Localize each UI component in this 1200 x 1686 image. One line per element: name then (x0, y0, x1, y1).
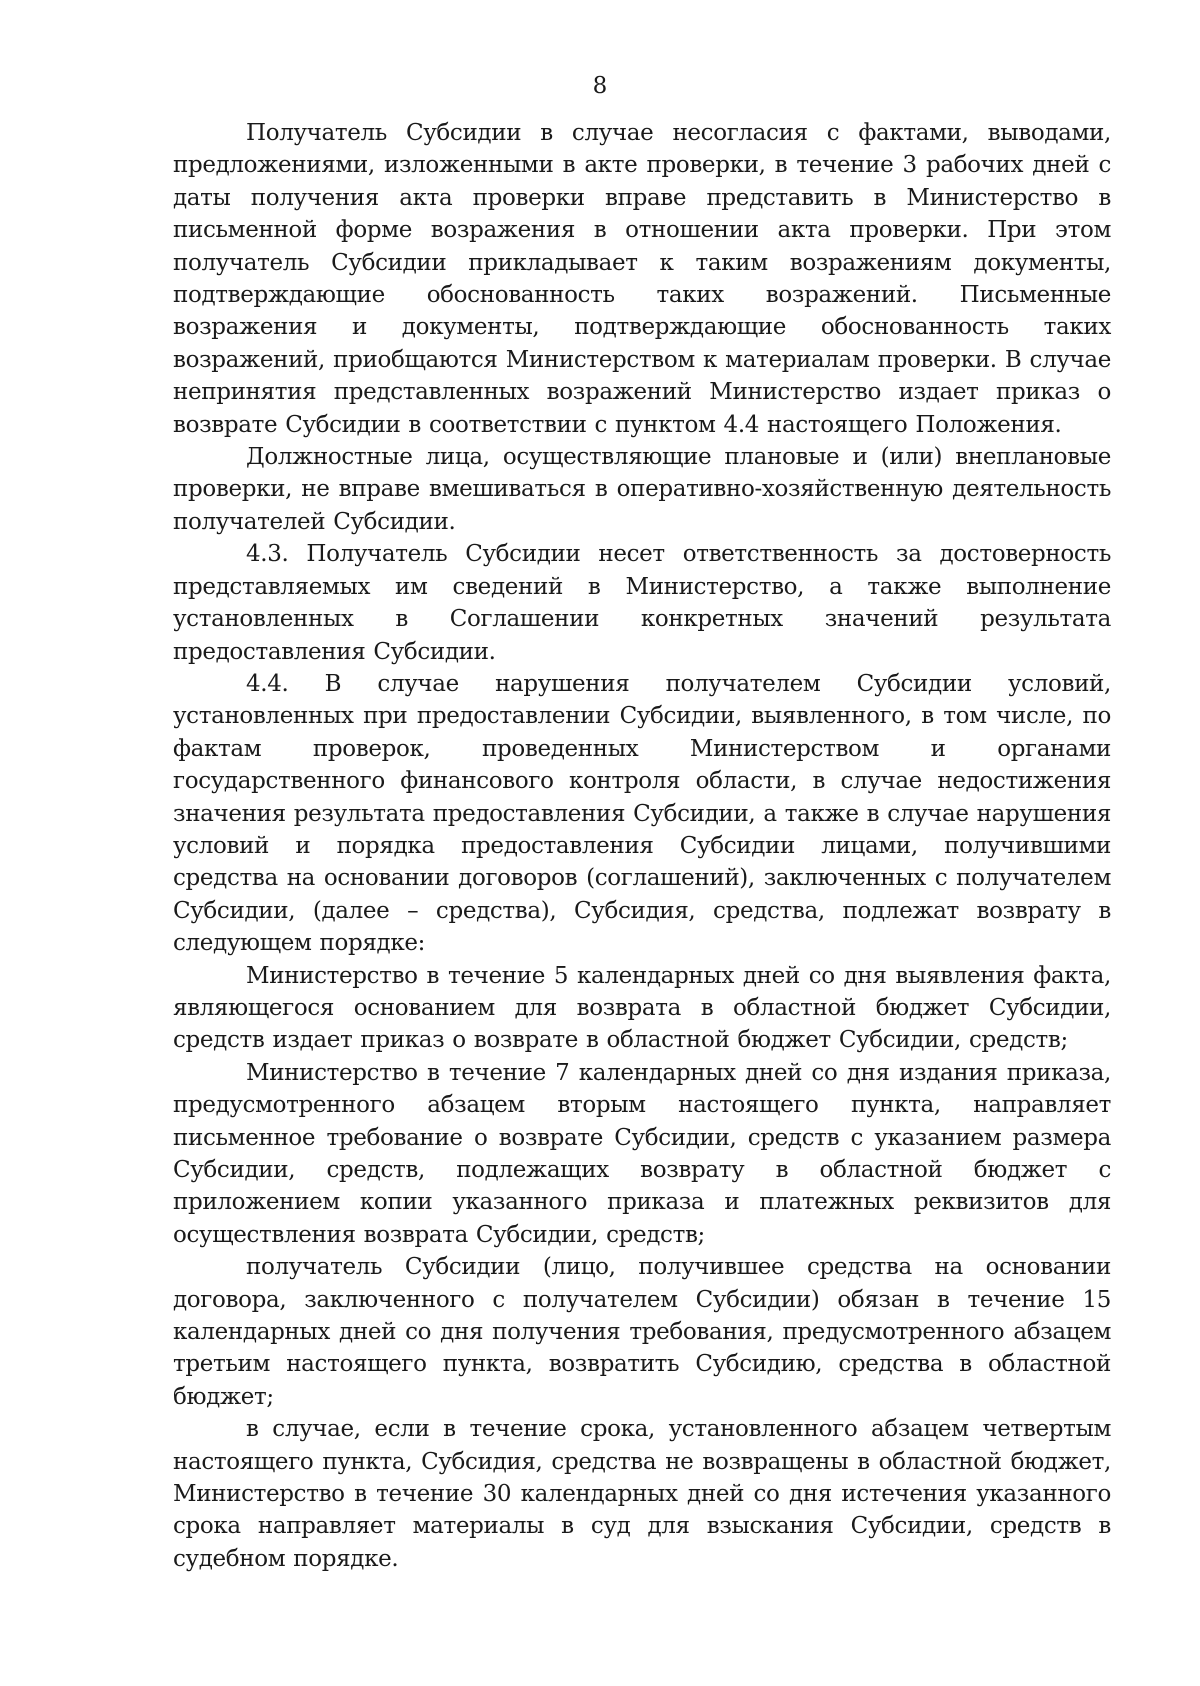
paragraph-4-3: 4.3. Получатель Субсидии несет ответственность за достоверность представляемых им сведений в Министерство, а также выполнение установленных в Соглашении конкретных значений результата предоставления Субсидии. (173, 541, 1111, 665)
paragraph-4-4: 4.4. В случае нарушения получателем Субсидии условий, установленных при предоставлении Субсидии, выявленного, в том числе, по фактам проверок, проведенных Министерством и органами государственного финансового контроля области, в случае недостижения значения результата предоставления Субсидии, а также в случае нарушения условий и порядка предоставления Субсидии лицами, получившими средства на основании договоров (соглашений), заключенных с получателем Субсидии, (далее – средства), Субсидия, средства, подлежат возврату в следующем порядке: (173, 670, 1111, 957)
paragraph-recipient-obligation: получатель Субсидии (лицо, получившее средства на основании договора, заключенного с получателем Субсидии) обязан в течение 15 календарных дней со дня получения требования, предусмотренного абзацем третьим настоящего пункта, возвратить Субсидию, средства в областной бюджет; (173, 1254, 1111, 1410)
paragraph-court-referral: в случае, если в течение срока, установленного абзацем четвертым настоящего пункта, Субсидия, средства не возвращены в областной бюджет, Министерство в течение 30 календарных дней со дня истечения указанного срока направляет материалы в суд для взыскания Субсидии, средств в судебном порядке. (173, 1416, 1111, 1572)
paragraph-objections: Получатель Субсидии в случае несогласия с фактами, выводами, предложениями, изложенными в акте проверки, в течение 3 рабочих дней с даты получения акта проверки вправе представить в Министерство в письменной форме возражения в отношении акта проверки. При этом получатель Субсидии прикладывает к таким возражениям документы, подтверждающие обоснованность таких возражений. Письменные возражения и документы, подтверждающие обоснованность таких возражений, приобщаются Министерством к материалам проверки. В случае непринятия представленных возражений Министерство издает приказ о возврате Субсидии в соответствии с пунктом 4.4 настоящего Положения. (173, 120, 1111, 438)
page-number: 8 (592, 73, 608, 99)
document-body (173, 117, 1111, 1575)
paragraph-order-issue: Министерство в течение 5 календарных дней со дня выявления факта, являющегося основанием для возврата в областной бюджет Субсидии, средств издает приказ о возврате в областной бюджет Субсидии, средств; (173, 962, 1111, 1054)
paragraph-demand-letter: Министерство в течение 7 календарных дней со дня издания приказа, предусмотренного абзацем вторым настоящего пункта, направляет письменное требование о возврате Субсидии, средств с указанием размера Субсидии, средств, подлежащих возврату в областной бюджет с приложением копии указанного приказа и платежных реквизитов для осуществления возврата Субсидии, средств; (173, 1059, 1111, 1248)
paragraph-officials: Должностные лица, осуществляющие плановые и (или) внеплановые проверки, не вправе вмешиваться в оперативно-хозяйственную деятельность получателей Субсидии. (173, 444, 1111, 535)
